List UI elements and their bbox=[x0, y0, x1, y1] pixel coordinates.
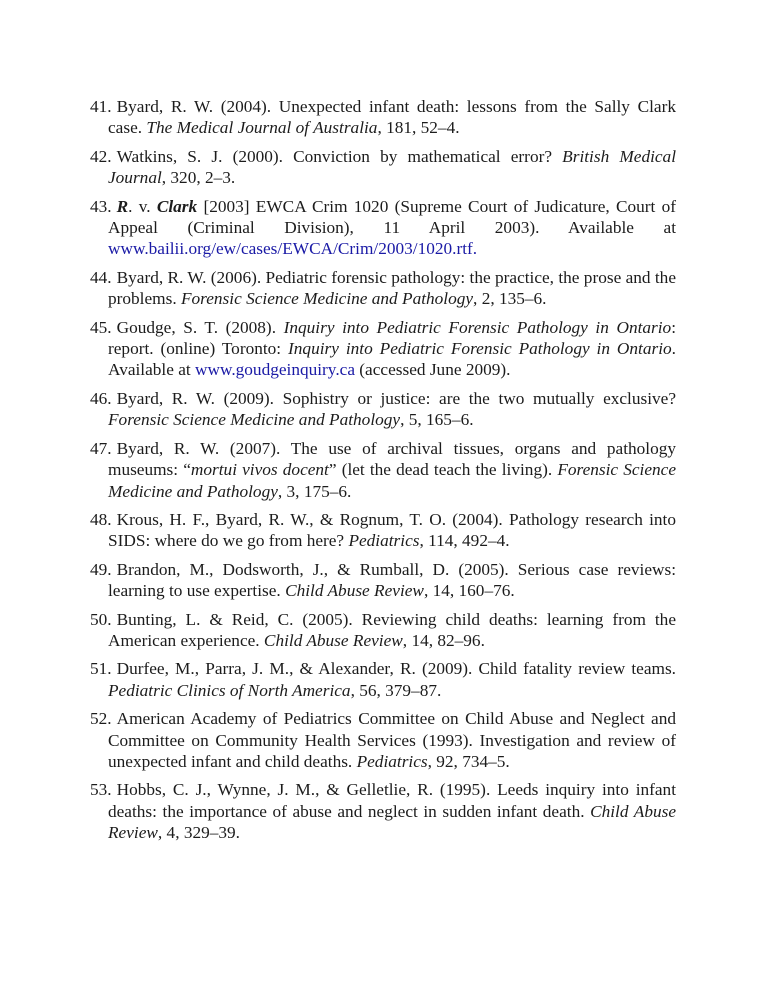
reference-text: American Academy of Pediatrics Committee on Child Abuse and Neglect and Committee on Community Health Services (1993). Investigation and review of unexpected infant and child deaths. bbox=[108, 709, 676, 771]
reference-text: Durfee, M., Parra, J. M., & Alexander, R. (2009). Child fatality review teams. bbox=[116, 659, 676, 679]
reference-text: Goudge, S. T. (2008). bbox=[116, 317, 284, 337]
reference-number: 44. bbox=[90, 267, 112, 287]
reference-text: , 14, 82–96. bbox=[402, 630, 485, 650]
reference-text: , 4, 329–39. bbox=[157, 823, 240, 843]
reference-number: 47. bbox=[90, 438, 112, 458]
reference-italic-text: Forensic Science Medicine and Pathology bbox=[180, 289, 474, 309]
reference-italic-text: Child Abuse Review bbox=[108, 801, 676, 843]
reference-italic-text: Child Abuse Review bbox=[285, 581, 424, 601]
reference-text: Brandon, M., Dodsworth, J., & Rumball, D. (2005). Serious case reviews: learning to use expertise. bbox=[108, 559, 676, 601]
reference-italic-text: Forensic Science Medicine and Pathology bbox=[108, 460, 677, 501]
reference-item bbox=[90, 96, 676, 139]
reference-item bbox=[90, 267, 676, 310]
reference-item bbox=[90, 609, 676, 652]
reference-item bbox=[90, 388, 676, 431]
reference-link[interactable]: www.bailii.org/ew/cases/EWCA/Crim/2003/1020.rtf. bbox=[108, 239, 478, 259]
reference-number: 48. bbox=[90, 509, 112, 529]
reference-text: , 3, 175–6. bbox=[277, 481, 352, 501]
reference-item bbox=[90, 317, 676, 381]
reference-text: , 114, 492–4. bbox=[419, 531, 510, 551]
reference-italic-text: Pediatrics bbox=[348, 531, 420, 551]
reference-list bbox=[90, 96, 676, 844]
reference-italic-text: mortui vivos docent bbox=[190, 460, 329, 480]
reference-italic-text: Forensic Science Medicine and Pathology bbox=[108, 410, 401, 430]
reference-italic-text: Inquiry into Pediatric Forensic Pathology in Ontario bbox=[288, 339, 672, 359]
reference-number: 43. bbox=[90, 196, 112, 216]
reference-text: ” (let the dead teach the living). bbox=[328, 460, 558, 480]
reference-link[interactable]: www.goudgeinquiry.ca bbox=[195, 360, 355, 380]
reference-text: , 5, 165–6. bbox=[400, 410, 474, 430]
reference-italic-text: Inquiry into Pediatric Forensic Pathology in Ontario bbox=[283, 317, 672, 337]
reference-text: : report. (online) Toronto: bbox=[108, 317, 677, 359]
reference-number: 42. bbox=[90, 146, 112, 166]
reference-text: Byard, R. W. (2009). Sophistry or justice: are the two mutually exclusive? bbox=[116, 388, 676, 408]
reference-text: , 181, 52–4. bbox=[377, 118, 460, 138]
reference-italic-text: Pediatric Clinics of North America bbox=[108, 680, 351, 700]
reference-text: , 2, 135–6. bbox=[473, 289, 547, 309]
reference-item bbox=[90, 509, 676, 552]
reference-number: 53. bbox=[90, 780, 112, 800]
reference-text: Byard, R. W. (2006). Pediatric forensic pathology: the practice, the prose and the problems. bbox=[108, 267, 676, 309]
reference-item bbox=[90, 438, 676, 502]
reference-item bbox=[90, 559, 676, 602]
reference-number: 41. bbox=[90, 97, 112, 116]
reference-item bbox=[90, 779, 676, 843]
reference-text: , 320, 2–3. bbox=[161, 168, 236, 188]
reference-item bbox=[90, 146, 676, 189]
reference-italic-text: R bbox=[116, 196, 129, 216]
reference-text: Krous, H. F., Byard, R. W., & Rognum, T. O. (2004). Pathology research into SIDS: where do we go from here? bbox=[108, 509, 676, 551]
reference-text: Watkins, S. J. (2000). Conviction by mathematical error? bbox=[116, 146, 563, 166]
reference-item bbox=[90, 658, 676, 701]
reference-item bbox=[90, 196, 676, 260]
reference-number: 49. bbox=[90, 559, 112, 579]
reference-text: , 14, 160–76. bbox=[423, 581, 515, 601]
reference-text: Hobbs, C. J., Wynne, J. M., & Gelletlie, R. (1995). Leeds inquiry into infant deaths: the importance of abuse and neglect in sudden infant death. bbox=[108, 780, 676, 821]
reference-number: 45. bbox=[90, 317, 112, 337]
reference-text: . Available at bbox=[108, 339, 676, 380]
reference-italic-text: Clark bbox=[156, 196, 198, 216]
reference-italic-text: British Medical Journal bbox=[108, 146, 676, 188]
reference-italic-text: The Medical Journal of Australia bbox=[146, 118, 378, 138]
reference-text: Byard, R. W. (2004). Unexpected infant death: lessons from the Sally Clark case. bbox=[108, 97, 676, 138]
reference-text: , 56, 379–87. bbox=[350, 680, 442, 700]
reference-item bbox=[90, 708, 676, 772]
reference-text: Byard, R. W. (2007). The use of archival tissues, organs and pathology museums: “ bbox=[108, 438, 676, 480]
reference-number: 50. bbox=[90, 609, 112, 629]
reference-text: (accessed June 2009). bbox=[354, 360, 511, 380]
reference-number: 52. bbox=[90, 709, 112, 729]
reference-text: [2003] EWCA Crim 1020 (Supreme Court of Judicature, Court of Appeal (Criminal Division), 11 April 2003). Available at bbox=[108, 196, 676, 238]
reference-text: , 92, 734–5. bbox=[427, 751, 510, 771]
reference-text: . v. bbox=[128, 196, 157, 216]
reference-number: 46. bbox=[90, 388, 112, 408]
reference-text: Bunting, L. & Reid, C. (2005). Reviewing child deaths: learning from the American experience. bbox=[108, 609, 676, 650]
reference-number: 51. bbox=[90, 659, 112, 679]
reference-italic-text: Child Abuse Review bbox=[263, 630, 403, 650]
reference-italic-text: Pediatrics bbox=[356, 751, 428, 771]
